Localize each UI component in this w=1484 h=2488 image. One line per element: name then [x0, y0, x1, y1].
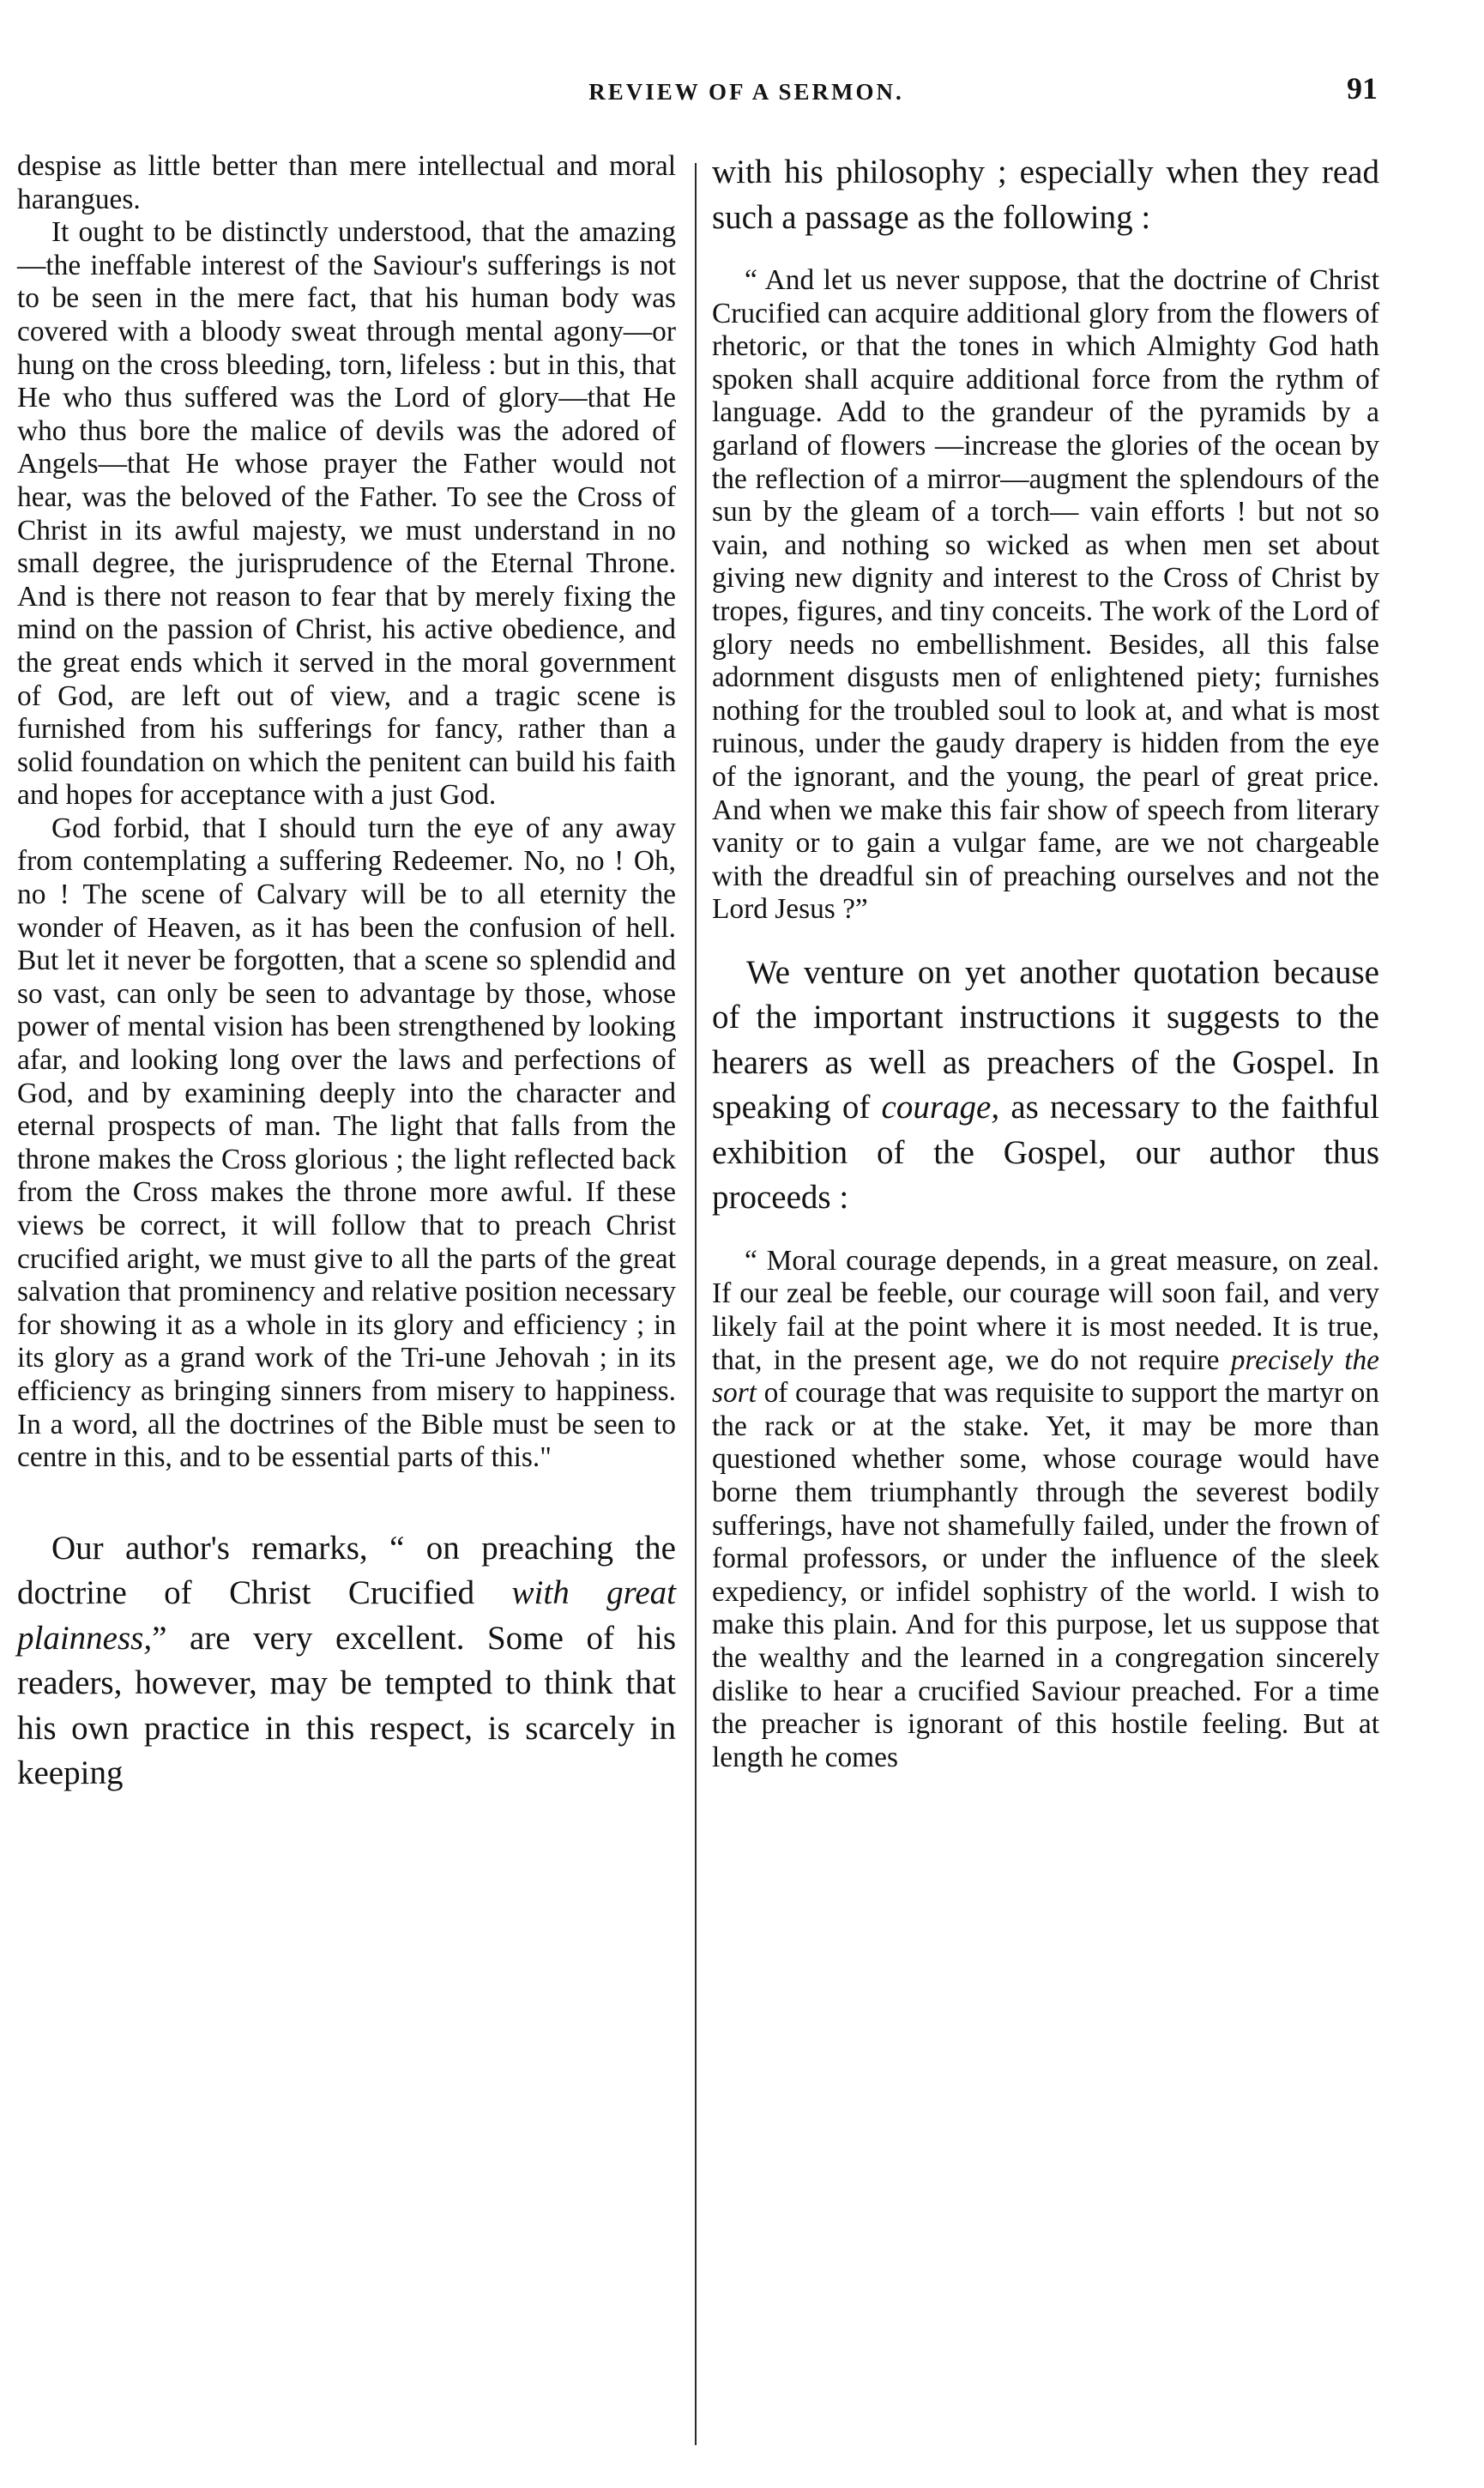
right-column	[712, 150, 1379, 1774]
paragraph-continuation: with his philosophy ; especially when they read such a passage as the following :	[712, 154, 1379, 236]
italic-phrase: courage,	[881, 1089, 1000, 1126]
text-segment: as necessary to the faithful exhibition of the Gospel, our author thus proceeds :	[712, 1089, 1379, 1217]
paragraph-authors-remarks	[17, 1526, 676, 1797]
italic-phrase: with great plainness,	[17, 1574, 676, 1657]
page-number: 91	[1347, 71, 1378, 106]
running-head: REVIEW OF A SERMON.	[588, 79, 904, 105]
paragraph-quote-suffering: It ought to be distinctly understood, that the amazing—the ineffable interest of the Saviour's sufferings is not to be seen in the mere fact, that his human body was covered with a bloody sweat through mental agony—or hung on the cross bleeding, torn, lifeless : but in this, that He who thus suffered was the Lord of glory—that He who thus bore the malice of devils was the adored of Angels—that He whose prayer the Father would not hear, was the beloved of the Father. To see the Cross of Christ in its awful majesty, we must understand in no small degree, the jurisprudence of the Eternal Throne. And is there not reason to fear that by merely fixing the mind on the passion of Christ, his active obedience, and the great ends which it served in the moral government of God, are left out of view, and a tragic scene is furnished from his sufferings for fancy, rather than a solid foundation on which the penitent can build his faith and hopes for acceptance with a just God.	[17, 216, 676, 812]
column-divider	[695, 163, 697, 2445]
left-column	[17, 150, 676, 1797]
paragraph-quote-rhetoric: “ And let us never suppose, that the doctrine of Christ Crucified can acquire additional glory from the flowers of rhetoric, or that the tones in which Almighty God hath spoken shall acquire additional force from the rythm of language. Add to the grandeur of the pyramids by a garland of flowers —increase the glories of the ocean by the reflection of a mirror—augment the splendours of the sun by the gleam of a torch— vain efforts ! but not so vain, and nothing so wicked as when men set about giving new dignity and interest to the Cross of Christ by tropes, figures, and tiny conceits. The work of the Lord of glory needs no embellishment. Besides, all this false adornment disgusts men of enlightened piety; furnishes nothing for the troubled soul to look at, and what is most ruinous, under the gaudy drapery is hidden from the eye of the ignorant, and the young, the pearl of great price. And when we make this fair show of speech from literary vanity or to gain a vulgar fame, are we not chargeable with the dreadful sin of preaching ourselves and not the Lord Jesus ?”	[712, 264, 1379, 926]
italic-phrase: precisely the sort	[712, 1344, 1379, 1410]
text-segment: We venture on yet another quotation because of the important instructions it suggests to the hearers as well as preachers of the Gospel. In speaking of	[712, 953, 1379, 1126]
paragraph-quote-calvary: God forbid, that I should turn the eye of any away from contemplating a suffering Redeemer. No, no ! Oh, no ! The scene of Calvary will be to all eternity the wonder of Heaven, as it has been the confusion of hell. But let it never be forgotten, that a scene so splendid and so vast, can only be seen to advantage by those, whose power of mental vision has been strengthened by looking afar, and looking long over the laws and perfections of God, and by examining deeply into the character and eternal prospects of man. The light that falls from the throne makes the Cross glorious ; the light reflected back from the Cross makes the throne more awful. If these views be correct, it will follow that to preach Christ crucified aright, we must give to all the parts of the great salvation that prominency and relative position necessary for showing it as a whole in its glory and efficiency ; in its glory as a grand work of the Tri-une Jehovah ; in its efficiency as bringing sinners from misery to happiness. In a word, all the doctrines of the Bible must be seen to centre in this, and to be essential parts of this."	[17, 812, 676, 1474]
text-segment: “ Moral courage depends, in a great measure, on zeal. If our zeal be feeble, our courage will soon fail, and very likely fail at the point where it is most needed. It is true, that, in the present age, we do not require	[712, 1244, 1379, 1376]
text-segment: ” are very excellent. Some of his readers, however, may be tempted to think that his own practice in this respect, is scarcely in keeping	[17, 1619, 676, 1792]
text-segment: Our author's remarks, “ on preaching the doctrine of Christ Crucified	[17, 1529, 676, 1612]
paragraph-continuation: despise as little better than mere intellectual and moral harangues.	[17, 150, 676, 215]
paragraph-quote-courage	[712, 1245, 1379, 1775]
paragraph-another-quotation	[712, 951, 1379, 1221]
text-segment: of courage that was requisite to support the martyr on the rack or at the stake. Yet, it may be more than questioned whether some, whose courage would have borne them triumphantly through the severest bodily sufferings, have not shamefully failed, under the frown of formal professors, or under the influence of the sleek expediency, or infidel sophistry of the world. I wish to make this plain. And for this purpose, let us suppose that the wealthy and the learned in a congregation sincerely dislike to hear a crucified Saviour preached. For a time the preacher is ignorant of this hostile feeling. But at length he comes	[712, 1377, 1379, 1773]
